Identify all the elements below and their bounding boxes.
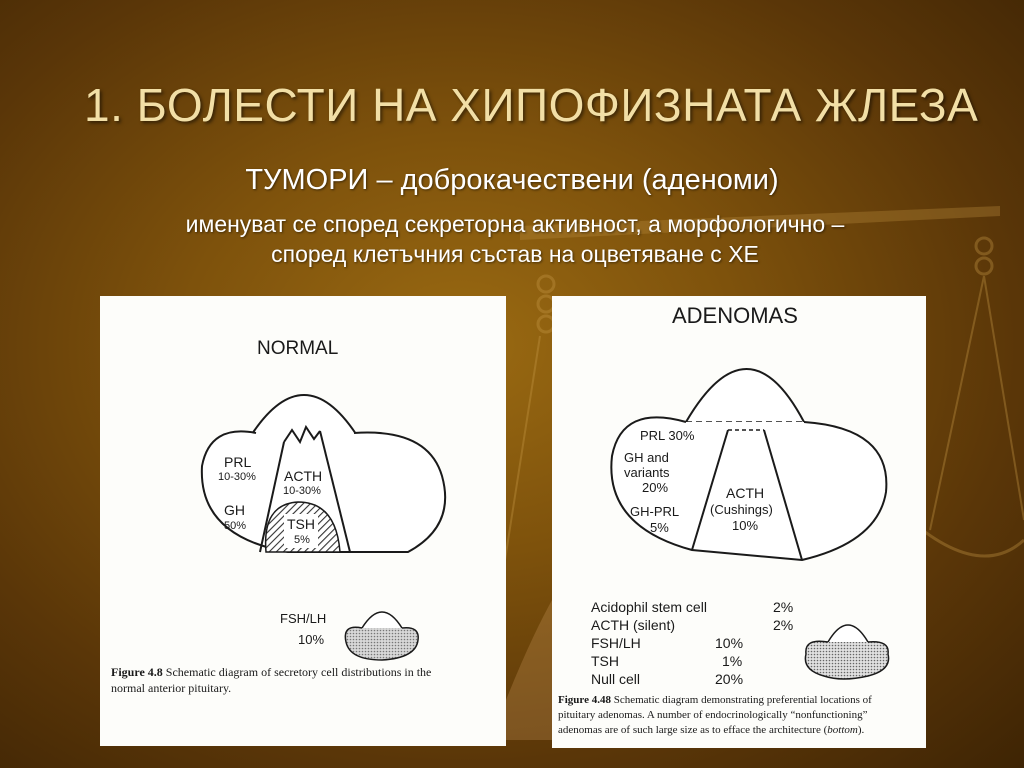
adenoma-list-label: Null cell — [591, 671, 641, 687]
normal-acth-percent: 10-30% — [283, 485, 321, 497]
adenoma-gh-line-1: GH and — [624, 450, 669, 465]
adenoma-list-label: TSH — [591, 653, 619, 669]
normal-fsh-label: FSH/LH — [280, 611, 327, 626]
adenoma-gh-block — [624, 450, 670, 495]
normal-gh-percent: 50% — [224, 520, 247, 532]
adenoma-list-label: ACTH (silent) — [591, 617, 676, 633]
adenoma-list-value: 10% — [715, 635, 744, 651]
adenoma-acth-label: ACTH — [726, 485, 765, 501]
slide-description — [100, 209, 930, 269]
adenoma-list-value: 2% — [773, 617, 794, 633]
normal-tsh-label: TSH — [287, 516, 315, 532]
adenoma-list-row — [591, 670, 801, 688]
normal-prl-percent: 10-30% — [218, 471, 256, 483]
adenoma-posterior-lobe-shape — [686, 369, 804, 422]
adenoma-mass-shape — [805, 641, 888, 679]
adenomas-caption-line-3: adenomas are of such large size as to efface the architecture ( — [558, 724, 828, 736]
adenoma-acth-percent: 10% — [732, 518, 759, 533]
normal-caption-label: Figure 4.8 — [111, 665, 163, 679]
posterior-lobe-shape — [252, 395, 356, 434]
adenoma-type-list — [591, 598, 801, 688]
adenomas-caption-line-2: pituitary adenomas. A number of endocrinologically “nonfunctioning” — [558, 709, 868, 721]
adenoma-list-row — [591, 598, 801, 616]
adenomas-caption — [558, 693, 872, 738]
adenoma-gh-line-2: variants — [624, 465, 670, 480]
adenomas-caption-line-1: Schematic diagram demonstrating preferential locations of — [613, 694, 872, 706]
adenoma-list-value: 1% — [722, 653, 743, 669]
normal-fsh-percent: 10% — [298, 632, 325, 647]
adenoma-list-row — [591, 652, 801, 670]
description-line-2: според клетъчния състав на оцветяване с ХЕ — [271, 241, 759, 267]
normal-caption-line-1: Schematic diagram of secretory cell distributions in the — [165, 665, 432, 679]
normal-caption — [111, 664, 431, 696]
adenomas-caption-label: Figure 4.48 — [558, 694, 611, 706]
adenoma-list-label: FSH/LH — [591, 635, 641, 651]
fsh-lh-small-shape — [362, 612, 402, 628]
adenoma-ghprl-percent: 5% — [650, 520, 669, 535]
adenomas-caption-end: ). — [857, 724, 865, 736]
adenoma-list-row — [591, 634, 801, 652]
normal-heading: NORMAL — [257, 338, 339, 359]
normal-tsh-percent: 5% — [294, 534, 310, 546]
adenoma-prl-label: PRL 30% — [640, 428, 695, 443]
normal-prl-label: PRL — [224, 454, 252, 470]
adenoma-list-value: 2% — [773, 599, 794, 615]
slide-subtitle: ТУМОРИ – доброкачествени (аденоми) — [245, 164, 779, 196]
adenoma-acth-sub: (Cushings) — [710, 502, 773, 517]
adenomas-caption-italic: bottom — [827, 724, 858, 736]
normal-acth-label: ACTH — [284, 468, 323, 484]
description-line-1: именуват се според секреторна активност, а морфологично – — [185, 211, 845, 237]
adenoma-list-label: Acidophil stem cell — [591, 599, 707, 615]
normal-pituitary-figure — [100, 296, 506, 746]
normal-caption-line-2: normal anterior pituitary. — [111, 681, 232, 695]
normal-gh-label: GH — [224, 502, 245, 518]
adenomas-figure — [552, 296, 926, 748]
adenoma-small-dome-shape — [828, 625, 868, 642]
adenoma-gh-percent: 20% — [642, 480, 669, 495]
slide-title: 1. БОЛЕСТИ НА ХИПОФИЗНАТА ЖЛЕЗА — [84, 79, 979, 131]
adenoma-list-row — [591, 616, 801, 634]
adenoma-ghprl-label: GH-PRL — [630, 504, 680, 519]
adenoma-list-value: 20% — [715, 671, 744, 687]
adenomas-heading: ADENOMAS — [672, 303, 798, 328]
